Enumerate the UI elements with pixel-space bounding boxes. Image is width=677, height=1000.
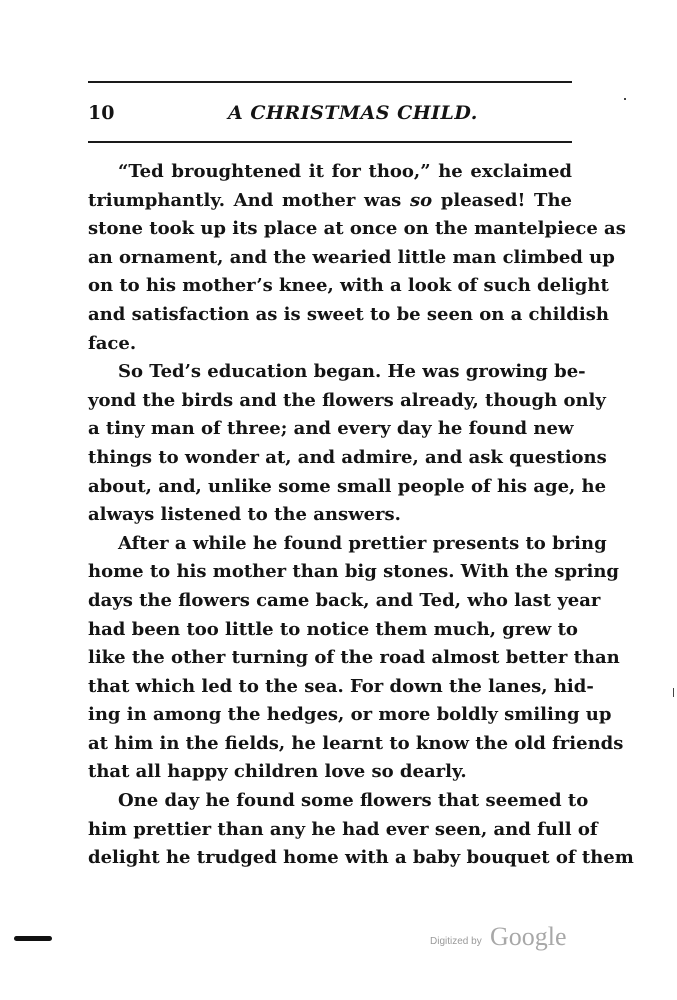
digitized-watermark	[430, 922, 590, 954]
emphasis: so	[409, 189, 433, 211]
text-line: at him in the fields, he learnt to know the old friends	[88, 732, 624, 754]
text-line: days the flowers came back, and Ted, who last year	[88, 589, 601, 611]
text-line: always listened to the answers.	[88, 504, 401, 526]
text-line: After a while he found prettier presents to bring	[118, 532, 607, 554]
paragraph	[88, 787, 634, 873]
text-line: him prettier than any he had ever seen, and full of	[88, 818, 598, 840]
paragraph	[88, 158, 626, 358]
text-line: stone took up its place at once on the mantelpiece as	[88, 218, 626, 240]
text-line: that all happy children love so dearly.	[88, 761, 467, 783]
scan-speck	[624, 98, 626, 100]
google-logo: Google	[490, 922, 567, 951]
margin-ink-mark	[14, 936, 52, 941]
text-line: on to his mother’s knee, with a look of such delight	[88, 275, 609, 297]
text-line: One day he found some flowers that seemed to	[118, 790, 589, 812]
text-line: an ornament, and the wearied little man climbed up	[88, 246, 615, 268]
text-line: home to his mother than big stones. With the spring	[88, 561, 620, 583]
text-line: So Ted’s education began. He was growing be-	[118, 361, 586, 383]
text-line: delight he trudged home with a baby bouquet of them	[88, 847, 634, 869]
body-text	[88, 158, 634, 873]
paragraph	[88, 358, 607, 530]
header-rule-top	[88, 81, 572, 83]
running-title: A CHRISTMAS CHILD.	[228, 102, 478, 124]
page-number: 10	[88, 102, 115, 124]
text-line: had been too little to notice them much, grew to	[88, 618, 578, 640]
text-line: face.	[88, 332, 137, 354]
scan-speck	[673, 688, 674, 697]
text-line: about, and, unlike some small people of his age, he	[88, 475, 607, 497]
running-head	[88, 102, 572, 128]
text-line: and satisfaction as is sweet to be seen on a childish	[88, 303, 609, 325]
text-line: ing in among the hedges, or more boldly smiling up	[88, 704, 612, 726]
text-line: triumphantly. And mother was so pleased! The	[88, 189, 572, 211]
paragraph	[88, 530, 624, 787]
header-rule-bottom	[88, 141, 572, 143]
text-line: a tiny man of three; and every day he found new	[88, 418, 574, 440]
text-line: “Ted broughtened it for thoo,” he exclaimed	[118, 161, 572, 182]
digitized-by-label: Digitized by	[430, 936, 482, 947]
text-line: like the other turning of the road almost better than	[88, 647, 620, 669]
text-line: yond the birds and the flowers already, though only	[88, 389, 606, 411]
text-line: that which led to the sea. For down the lanes, hid-	[88, 675, 594, 697]
text-line: things to wonder at, and admire, and ask questions	[88, 446, 607, 468]
